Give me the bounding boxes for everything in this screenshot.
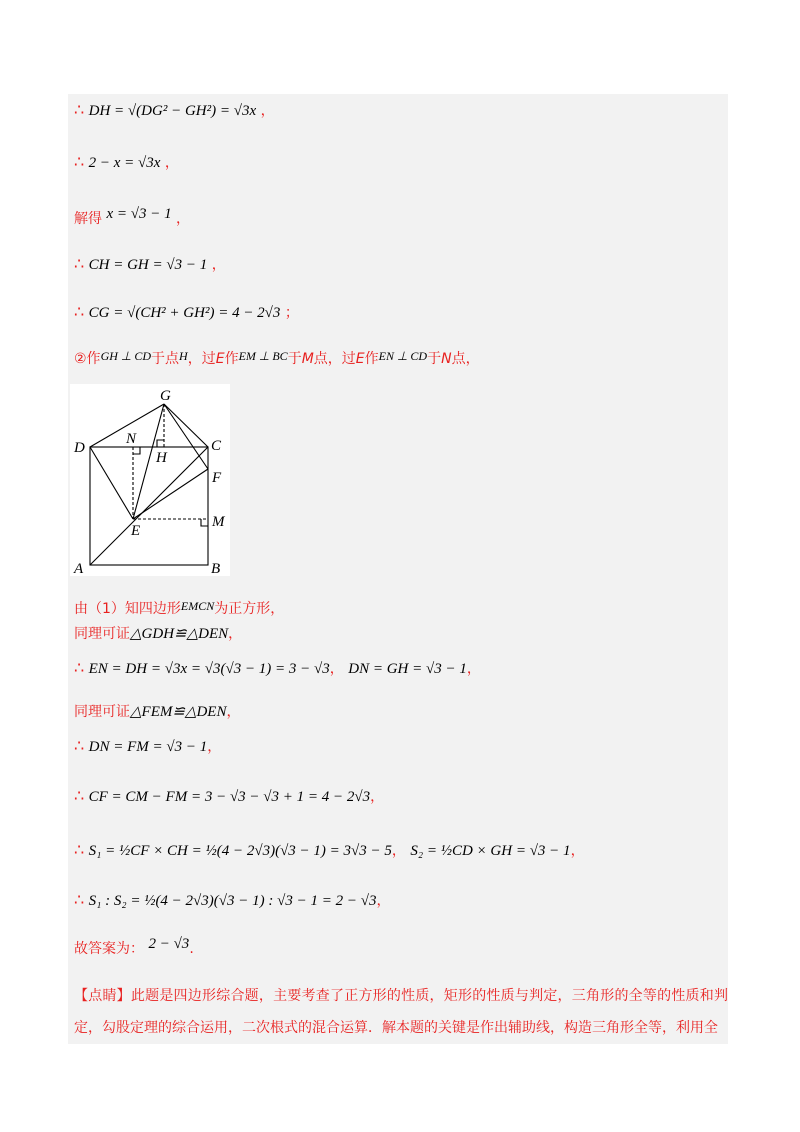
formula: DN = GH = √3 − 1: [348, 661, 467, 677]
solution-line-8: ∴ EN = DH = √3x = √3(√3 − 1) = 3 − √3， DN = GH = √3 − 1，: [74, 658, 481, 677]
solution-line-9: 同理可证△FEM≌△DEN，: [74, 704, 241, 720]
label-h: H: [156, 450, 167, 466]
label-c: C: [211, 438, 222, 454]
formula: 2 − x = √3x: [88, 155, 161, 171]
therefore-symbol: ∴: [74, 152, 85, 171]
right-angle-n: [133, 447, 140, 454]
comment-note: 【点睛】此题是四边形综合题，主要考查了正方形的性质，矩形的性质与判定，三角形的全等的性质和判定，勾股定理的综合运用，二次根式的混合运算．解本题的关键是作出辅助线，构造三角形全等，利用全: [74, 988, 728, 1036]
label-d: D: [74, 440, 85, 456]
solution-line-7: 同理可证△GDH≌△DEN，: [74, 626, 243, 642]
solution-line-2: ∴ 2 − x = √3x ，: [74, 152, 179, 171]
geometry-diagram: [70, 384, 230, 576]
solution-line-4: ∴ CH = GH = √3 − 1 ，: [74, 254, 226, 273]
text-label: 解得: [74, 211, 102, 227]
label-f: F: [212, 470, 222, 486]
therefore-symbol: ∴: [74, 890, 85, 909]
therefore-symbol: ∴: [74, 786, 85, 805]
segment-gc: [164, 404, 208, 447]
solution-line-13: ∴ S₁ : S₂ = ½(4 − 2√3)(√3 − 1) : √3 − 1 = 2 − √3，: [74, 890, 391, 909]
segment-de: [90, 447, 133, 519]
solution-line-11: ∴ CF = CM − FM = 3 − √3 − √3 + 1 = 4 − 2√3，: [74, 786, 385, 805]
solution-line-10: ∴ DN = FM = √3 − 1，: [74, 736, 222, 755]
formula: EN = DH = √3x = √3(√3 − 1) = 3 − √3: [88, 661, 330, 677]
construction-line: ②作GH ⊥ CD于点H，过E作EM ⊥ BC于M点，过E作EN ⊥ CD于N点，: [74, 349, 480, 367]
solution-line-1: ∴ DH = √(DG² − GH²) = √3x ，: [74, 100, 275, 119]
formula: △GDH≌△DEN: [130, 626, 229, 642]
solution-line-6: 由（1）知四边形EMCN为正方形，: [74, 599, 285, 617]
formula: DN = FM = √3 − 1: [88, 739, 208, 755]
therefore-symbol: ∴: [74, 840, 85, 859]
label-b: B: [211, 561, 221, 576]
solution-line-12: ∴ S₁ = ½CF × CH = ½(4 − 2√3)(√3 − 1) = 3√3 − 5， S₂ = ½CD × GH = √3 − 1，: [74, 840, 585, 859]
formula: x = √3 − 1: [106, 206, 172, 222]
therefore-symbol: ∴: [74, 736, 85, 755]
label-e: E: [131, 523, 141, 539]
formula: S₁ : S₂ = ½(4 − 2√3)(√3 − 1) : √3 − 1 = 2 − √3: [88, 893, 377, 909]
formula: CH = GH = √3 − 1: [88, 257, 208, 273]
formula: DH = √(DG² − GH²) = √3x: [88, 103, 257, 119]
geometry-figure: [70, 384, 230, 576]
label-n: N: [126, 431, 137, 447]
formula: △FEM≌△DEN: [130, 704, 227, 720]
therefore-symbol: ∴: [74, 100, 85, 119]
segment-gf: [164, 404, 208, 469]
formula: CG = √(CH² + GH²) = 4 − 2√3: [88, 305, 281, 321]
formula: CF = CM − FM = 3 − √3 − √3 + 1 = 4 − 2√3: [88, 789, 371, 805]
label-m: M: [212, 514, 225, 530]
formula: S₁ = ½CF × CH = ½(4 − 2√3)(√3 − 1) = 3√3 − 5: [88, 843, 392, 859]
label-g: G: [160, 388, 171, 404]
therefore-symbol: ∴: [74, 302, 85, 321]
label-a: A: [74, 561, 84, 576]
right-angle-h: [157, 440, 164, 447]
answer-line: 故答案为： 2 − √3.: [74, 936, 194, 957]
answer-formula: 2 − √3: [148, 936, 190, 952]
segment-ac: [90, 447, 208, 565]
right-angle-m: [201, 519, 208, 526]
therefore-symbol: ∴: [74, 658, 85, 677]
solution-line-5: ∴ CG = √(CH² + GH²) = 4 − 2√3 ；: [74, 302, 299, 321]
solution-line-3: 解得 x = √3 − 1 ，: [74, 206, 191, 227]
formula: S₂ = ½CD × GH = √3 − 1: [410, 843, 571, 859]
therefore-symbol: ∴: [74, 254, 85, 273]
